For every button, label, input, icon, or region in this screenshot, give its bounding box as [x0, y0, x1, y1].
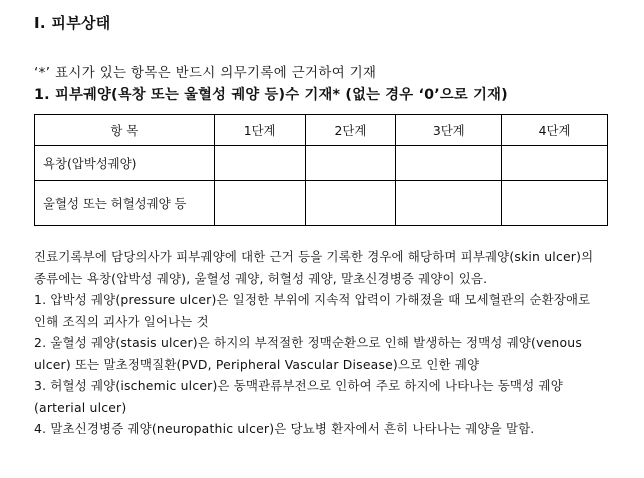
- stasis-ulcer-stage-3-cell[interactable]: [396, 181, 502, 226]
- header-stage-3: 3단계: [396, 115, 502, 146]
- header-stage-1: 1단계: [214, 115, 305, 146]
- row-label-pressure-ulcer: 욕창(압박성궤양): [35, 146, 215, 181]
- section-title: I. 피부상태: [34, 14, 111, 32]
- header-item: 항 목: [35, 115, 215, 146]
- skin-ulcer-table: [34, 114, 608, 226]
- table-row: [35, 181, 608, 226]
- pressure-ulcer-stage-1-cell[interactable]: [214, 146, 305, 181]
- description-item-4: 4. 말초신경병증 궤양(neuropathic ulcer)은 당뇨병 환자에서 흔히 나타나는 궤양을 말함.: [34, 421, 535, 436]
- instruction-note: ‘*’ 표시가 있는 항목은 반드시 의무기록에 근거하여 기재: [34, 66, 377, 81]
- description-item-1: 1. 압박성 궤양(pressure ulcer)은 일정한 부위에 지속적 압력이 가해졌을 때 모세혈관의 순환장애로 인해 조직의 괴사가 일어나는 것: [34, 292, 591, 329]
- pressure-ulcer-stage-3-cell[interactable]: [396, 146, 502, 181]
- header-stage-4: 4단계: [502, 115, 608, 146]
- pressure-ulcer-stage-2-cell[interactable]: [305, 146, 396, 181]
- stasis-ulcer-stage-2-cell[interactable]: [305, 181, 396, 226]
- description-intro: 진료기록부에 담당의사가 피부궤양에 대한 근거 등을 기록한 경우에 해당하며 피부궤양(skin ulcer)의 종류에는 욕창(압박성 궤양), 울혈성 궤양, 허혈성 궤양, 말초신경병증 궤양이 있음.: [34, 249, 594, 286]
- description-item-3: 3. 허혈성 궤양(ischemic ulcer)은 동맥관류부전으로 인하여 주로 하지에 나타나는 동맥성 궤양(arterial ulcer): [34, 378, 563, 415]
- description-block: [34, 246, 600, 440]
- table-row: [35, 146, 608, 181]
- subsection-title: 1. 피부궤양(욕창 또는 울혈성 궤양 등)수 기재* (없는 경우 ‘0’으로 기재): [34, 87, 508, 103]
- stasis-ulcer-stage-4-cell[interactable]: [502, 181, 608, 226]
- header-stage-2: 2단계: [305, 115, 396, 146]
- description-item-2: 2. 울혈성 궤양(stasis ulcer)은 하지의 부적절한 정맥순환으로 인해 발생하는 정맥성 궤양(venous ulcer) 또는 말초정맥질환(PVD, Peripheral Vascular Disease)으로 인한 궤양: [34, 335, 582, 372]
- stasis-ulcer-stage-1-cell[interactable]: [214, 181, 305, 226]
- row-label-stasis-ischemic-ulcer: 울혈성 또는 허혈성궤양 등: [35, 181, 215, 226]
- table-header-row: [35, 115, 608, 146]
- pressure-ulcer-stage-4-cell[interactable]: [502, 146, 608, 181]
